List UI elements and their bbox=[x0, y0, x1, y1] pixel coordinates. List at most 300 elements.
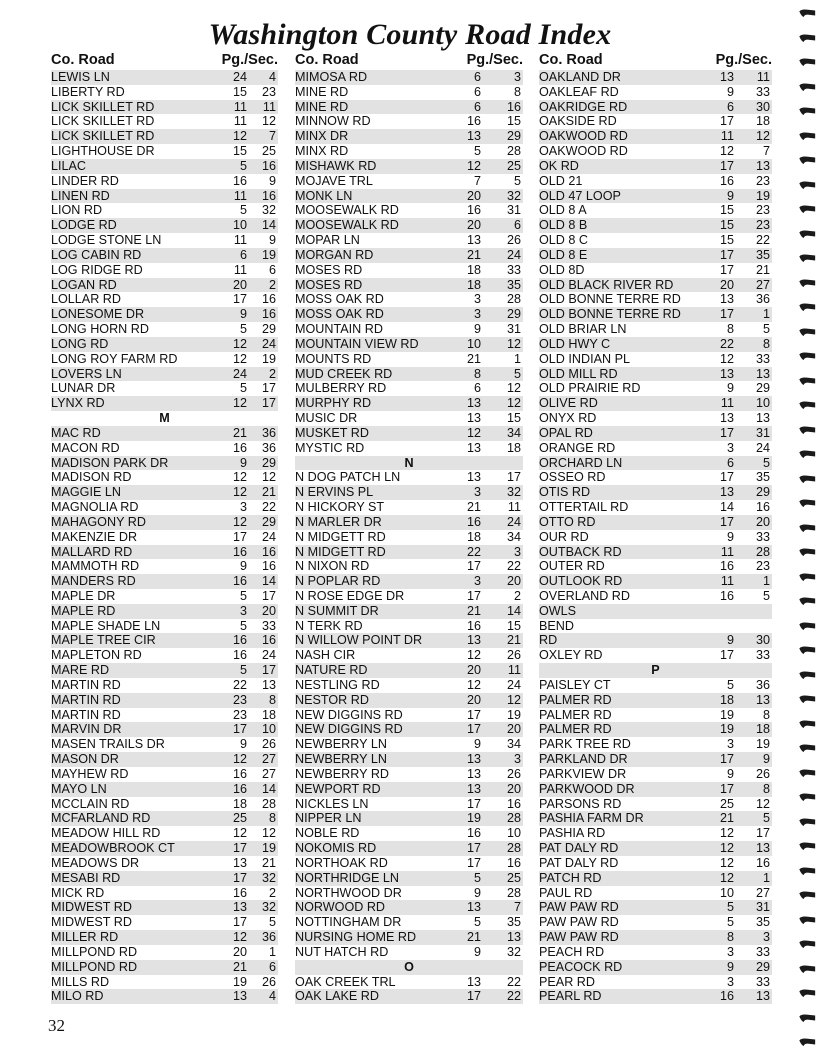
road-name: NEWBERRY LN bbox=[295, 752, 387, 767]
road-entry bbox=[51, 322, 278, 337]
road-name: N WILLOW POINT DR bbox=[295, 633, 423, 648]
road-entry bbox=[51, 396, 278, 411]
road-page: 5 bbox=[473, 870, 481, 885]
road-entry bbox=[295, 189, 523, 204]
road-name: NORTHRIDGE LN bbox=[295, 870, 400, 885]
road-name: OLD HWY C bbox=[539, 336, 611, 351]
road-entry bbox=[295, 470, 523, 485]
spiral-coil bbox=[795, 596, 817, 606]
road-section: 23 bbox=[755, 203, 770, 218]
road-name: OUTER RD bbox=[539, 559, 605, 574]
road-section: 15 bbox=[506, 411, 521, 426]
road-page: 17 bbox=[232, 292, 247, 307]
road-name: PASHIA RD bbox=[539, 826, 606, 841]
road-entry bbox=[51, 752, 278, 767]
road-entry bbox=[539, 811, 772, 826]
road-page: 18 bbox=[466, 262, 481, 277]
spiral-coil bbox=[795, 523, 817, 533]
road-name: MCCLAIN RD bbox=[51, 796, 130, 811]
road-entry bbox=[51, 604, 278, 619]
section-letter bbox=[295, 456, 523, 471]
road-section: 8 bbox=[268, 692, 276, 707]
road-name: MILLPOND RD bbox=[51, 959, 138, 974]
road-section: 12 bbox=[755, 796, 770, 811]
road-name: LINDER RD bbox=[51, 173, 119, 188]
road-name: OLD INDIAN PL bbox=[539, 351, 630, 366]
road-name: MILLER RD bbox=[51, 930, 119, 945]
road-name: MOUNTAIN RD bbox=[295, 322, 383, 337]
road-section: 17 bbox=[755, 826, 770, 841]
road-name: PARKVIEW DR bbox=[539, 766, 627, 781]
road-section: 11 bbox=[507, 663, 521, 678]
road-section: 5 bbox=[762, 588, 770, 603]
road-page: 3 bbox=[473, 307, 481, 322]
road-name: OAKWOOD RD bbox=[539, 144, 628, 159]
road-section: 5 bbox=[762, 811, 770, 826]
road-page: 13 bbox=[719, 292, 734, 307]
road-section: 13 bbox=[755, 158, 770, 173]
road-name: LONG ROY FARM RD bbox=[51, 351, 178, 366]
spiral-coil bbox=[795, 106, 817, 116]
road-name: PAW PAW RD bbox=[539, 930, 619, 945]
road-name: LUNAR DR bbox=[51, 381, 116, 396]
road-entry bbox=[51, 900, 278, 915]
road-page: 15 bbox=[719, 233, 734, 248]
road-name: MAKENZIE DR bbox=[51, 529, 138, 544]
road-section: 27 bbox=[755, 277, 770, 292]
road-entry bbox=[539, 85, 772, 100]
road-section: 36 bbox=[755, 292, 770, 307]
road-entry bbox=[51, 589, 278, 604]
road-entry bbox=[51, 782, 278, 797]
road-page: 21 bbox=[232, 425, 247, 440]
road-entry bbox=[295, 203, 523, 218]
road-page: 12 bbox=[232, 351, 247, 366]
road-page: 12 bbox=[232, 336, 247, 351]
spiral-coil bbox=[795, 253, 817, 263]
road-name: MAPLE SHADE LN bbox=[51, 618, 161, 633]
spiral-coil bbox=[795, 964, 817, 974]
road-section: 12 bbox=[506, 692, 521, 707]
road-section: 11 bbox=[262, 99, 276, 114]
road-page: 12 bbox=[719, 855, 734, 870]
road-page: 3 bbox=[473, 574, 481, 589]
road-name: LILAC bbox=[51, 158, 87, 173]
road-page: 12 bbox=[232, 752, 247, 767]
road-name: MARTIN RD bbox=[51, 677, 121, 692]
road-entry bbox=[539, 708, 772, 723]
road-section: 17 bbox=[261, 663, 276, 678]
road-name: LOGAN RD bbox=[51, 277, 117, 292]
road-name: MIDWEST RD bbox=[51, 900, 132, 915]
road-name: OK RD bbox=[539, 158, 579, 173]
road-name: PARK TREE RD bbox=[539, 737, 631, 752]
road-section: 21 bbox=[506, 633, 521, 648]
road-page: 12 bbox=[232, 470, 247, 485]
road-page: 13 bbox=[466, 396, 481, 411]
road-name: LONG HORN RD bbox=[51, 322, 149, 337]
road-page: 17 bbox=[466, 855, 481, 870]
road-page: 17 bbox=[719, 470, 734, 485]
road-page: 12 bbox=[232, 930, 247, 945]
road-page: 9 bbox=[473, 322, 481, 337]
road-section: 13 bbox=[755, 989, 770, 1004]
road-page: 19 bbox=[466, 811, 481, 826]
index-column-3 bbox=[539, 50, 772, 1004]
road-name: PALMER RD bbox=[539, 722, 612, 737]
road-entry bbox=[295, 797, 523, 812]
road-name: MAPLE RD bbox=[51, 603, 116, 618]
road-page: 11 bbox=[233, 114, 247, 129]
road-page: 6 bbox=[726, 455, 734, 470]
road-page: 12 bbox=[719, 841, 734, 856]
road-section: 35 bbox=[506, 915, 521, 930]
road-entry bbox=[295, 278, 523, 293]
spiral-coil bbox=[795, 327, 817, 337]
road-section: 32 bbox=[506, 188, 521, 203]
road-page: 14 bbox=[719, 500, 734, 515]
road-entry bbox=[51, 648, 278, 663]
road-page: 8 bbox=[473, 366, 481, 381]
road-name: NIPPER LN bbox=[295, 811, 362, 826]
road-section: 20 bbox=[506, 722, 521, 737]
road-name: NORWOOD RD bbox=[295, 900, 386, 915]
road-section: 27 bbox=[755, 885, 770, 900]
road-section: 3 bbox=[513, 70, 521, 84]
road-name: MUD CREEK RD bbox=[295, 366, 393, 381]
road-entry bbox=[51, 500, 278, 515]
road-page: 13 bbox=[466, 470, 481, 485]
road-section: 8 bbox=[762, 781, 770, 796]
road-name: PARSONS RD bbox=[539, 796, 622, 811]
road-section: 16 bbox=[261, 292, 276, 307]
spiral-coil bbox=[795, 645, 817, 655]
road-entry bbox=[539, 203, 772, 218]
road-entry bbox=[295, 871, 523, 886]
road-name: N ROSE EDGE DR bbox=[295, 588, 405, 603]
road-entry bbox=[539, 352, 772, 367]
road-entry bbox=[51, 292, 278, 307]
road-section: 24 bbox=[755, 440, 770, 455]
road-page: 6 bbox=[473, 70, 481, 84]
road-entry bbox=[51, 248, 278, 263]
spiral-coil bbox=[795, 8, 817, 18]
road-section: 20 bbox=[755, 514, 770, 529]
road-name: OUTLOOK RD bbox=[539, 574, 623, 589]
road-page: 7 bbox=[473, 173, 481, 188]
road-page: 5 bbox=[239, 663, 247, 678]
road-page: 15 bbox=[232, 144, 247, 159]
spiral-coil bbox=[795, 400, 817, 410]
road-name: OLD 8 A bbox=[539, 203, 587, 218]
road-entry bbox=[295, 856, 523, 871]
road-page: 13 bbox=[466, 233, 481, 248]
road-section: 34 bbox=[506, 425, 521, 440]
road-section: 28 bbox=[506, 885, 521, 900]
road-section: 19 bbox=[261, 247, 276, 262]
road-section: 22 bbox=[261, 500, 276, 515]
road-name: OLD 21 bbox=[539, 173, 583, 188]
road-section: 33 bbox=[755, 648, 770, 663]
road-name: PALMER RD bbox=[539, 707, 612, 722]
road-section: 18 bbox=[755, 114, 770, 129]
road-name: MAPLE DR bbox=[51, 588, 116, 603]
road-entry bbox=[295, 515, 523, 530]
road-section: 20 bbox=[261, 603, 276, 618]
road-page: 20 bbox=[232, 277, 247, 292]
road-page: 17 bbox=[466, 841, 481, 856]
road-name: MAC RD bbox=[51, 425, 101, 440]
road-name: NORTHOAK RD bbox=[295, 855, 388, 870]
road-page: 24 bbox=[232, 366, 247, 381]
road-section: 21 bbox=[261, 485, 276, 500]
road-page: 9 bbox=[726, 529, 734, 544]
road-section: 18 bbox=[755, 722, 770, 737]
road-page: 5 bbox=[473, 915, 481, 930]
road-section: 17 bbox=[506, 470, 521, 485]
road-page: 16 bbox=[232, 781, 247, 796]
road-name: OPAL RD bbox=[539, 425, 593, 440]
road-page: 13 bbox=[466, 900, 481, 915]
road-entry bbox=[51, 485, 278, 500]
road-name: BEND bbox=[539, 618, 574, 633]
road-name: NUT HATCH RD bbox=[295, 944, 389, 959]
road-name: N MIDGETT RD bbox=[295, 544, 386, 559]
road-page: 21 bbox=[232, 959, 247, 974]
road-name: OAKLEAF RD bbox=[539, 84, 619, 99]
road-entry bbox=[51, 722, 278, 737]
road-section: 30 bbox=[755, 633, 770, 648]
road-page: 17 bbox=[719, 648, 734, 663]
road-name: OTTERTAIL RD bbox=[539, 500, 629, 515]
road-section: 16 bbox=[755, 855, 770, 870]
road-name: MOSS OAK RD bbox=[295, 307, 384, 322]
road-section: 12 bbox=[755, 129, 770, 144]
road-page: 3 bbox=[239, 500, 247, 515]
spiral-coil bbox=[795, 694, 817, 704]
road-page: 23 bbox=[232, 707, 247, 722]
road-section: 28 bbox=[506, 144, 521, 159]
road-name: OAK CREEK TRL bbox=[295, 974, 396, 989]
road-page: 21 bbox=[466, 351, 481, 366]
road-name: MOPAR LN bbox=[295, 233, 360, 248]
road-entry bbox=[539, 322, 772, 337]
road-page: 17 bbox=[719, 158, 734, 173]
road-section: 14 bbox=[261, 218, 276, 233]
road-entry bbox=[51, 114, 278, 129]
road-name: MAMMOTH RD bbox=[51, 559, 140, 574]
road-name: NEWBERRY RD bbox=[295, 766, 390, 781]
road-name: NOKOMIS RD bbox=[295, 841, 377, 856]
road-page: 16 bbox=[232, 440, 247, 455]
road-section: 24 bbox=[261, 336, 276, 351]
page-number: 32 bbox=[48, 1016, 65, 1035]
road-page: 25 bbox=[232, 811, 247, 826]
road-entry bbox=[539, 100, 772, 115]
road-section: 19 bbox=[506, 707, 521, 722]
road-entry bbox=[51, 189, 278, 204]
road-name: MALLARD RD bbox=[51, 544, 133, 559]
road-entry bbox=[539, 381, 772, 396]
road-name: MOJAVE TRL bbox=[295, 173, 373, 188]
road-page: 17 bbox=[466, 989, 481, 1004]
header-pg-sec: Pg./Sec. bbox=[221, 52, 278, 68]
road-name: MIDWEST RD bbox=[51, 915, 132, 930]
road-section: 32 bbox=[261, 900, 276, 915]
road-entry bbox=[51, 470, 278, 485]
road-entry bbox=[539, 960, 772, 975]
road-entry bbox=[539, 915, 772, 930]
road-entry bbox=[539, 218, 772, 233]
road-section: 26 bbox=[506, 766, 521, 781]
road-name: NICKLES LN bbox=[295, 796, 369, 811]
road-section: 16 bbox=[261, 158, 276, 173]
road-section: 13 bbox=[261, 677, 276, 692]
column-header bbox=[539, 50, 772, 70]
road-page: 17 bbox=[719, 307, 734, 322]
road-section: 32 bbox=[261, 203, 276, 218]
spiral-coil bbox=[795, 719, 817, 729]
road-name: MINX DR bbox=[295, 129, 349, 144]
section-letter bbox=[295, 960, 523, 975]
road-name: N POPLAR RD bbox=[295, 574, 381, 589]
road-name: OLD BLACK RIVER RD bbox=[539, 277, 674, 292]
road-section: 1 bbox=[762, 574, 770, 589]
road-page: 12 bbox=[232, 485, 247, 500]
road-section: 26 bbox=[506, 233, 521, 248]
spiral-coil bbox=[795, 939, 817, 949]
road-name: MADISON PARK DR bbox=[51, 455, 169, 470]
road-section: 12 bbox=[261, 826, 276, 841]
road-page: 12 bbox=[466, 425, 481, 440]
road-entry bbox=[539, 856, 772, 871]
road-section: 16 bbox=[261, 633, 276, 648]
road-name: OTIS RD bbox=[539, 485, 591, 500]
road-name: NASH CIR bbox=[295, 648, 356, 663]
road-section: 1 bbox=[513, 351, 521, 366]
spiral-coil bbox=[795, 890, 817, 900]
road-section: 14 bbox=[261, 574, 276, 589]
road-section: 4 bbox=[268, 989, 276, 1004]
road-name: N TERK RD bbox=[295, 618, 363, 633]
road-entry bbox=[51, 975, 278, 990]
header-pg-sec: Pg./Sec. bbox=[715, 52, 772, 68]
spiral-coil bbox=[795, 131, 817, 141]
road-entry bbox=[51, 797, 278, 812]
road-entry bbox=[539, 367, 772, 382]
road-page: 16 bbox=[466, 114, 481, 129]
road-page: 13 bbox=[719, 485, 734, 500]
road-entry bbox=[51, 441, 278, 456]
road-name: OLD MILL RD bbox=[539, 366, 618, 381]
road-page: 5 bbox=[239, 158, 247, 173]
road-section: 3 bbox=[513, 752, 521, 767]
road-name: OAKLAND DR bbox=[539, 70, 621, 84]
road-section: 11 bbox=[507, 500, 521, 515]
road-section: 28 bbox=[261, 796, 276, 811]
road-section: 8 bbox=[762, 707, 770, 722]
road-section: 35 bbox=[755, 247, 770, 262]
road-page: 21 bbox=[466, 930, 481, 945]
road-entry bbox=[295, 693, 523, 708]
road-name: MILLPOND RD bbox=[51, 944, 138, 959]
road-page: 16 bbox=[232, 544, 247, 559]
header-road: Co. Road bbox=[295, 52, 359, 68]
road-name: MAYO LN bbox=[51, 781, 107, 796]
road-page: 3 bbox=[726, 974, 734, 989]
road-entry bbox=[295, 663, 523, 678]
road-page: 9 bbox=[726, 633, 734, 648]
road-entry bbox=[51, 515, 278, 530]
road-name: LODGE STONE LN bbox=[51, 233, 162, 248]
road-section: 36 bbox=[261, 930, 276, 945]
road-entry bbox=[295, 441, 523, 456]
road-entry bbox=[539, 426, 772, 441]
road-page: 3 bbox=[726, 944, 734, 959]
road-section: 12 bbox=[506, 396, 521, 411]
road-section: 17 bbox=[261, 396, 276, 411]
road-page: 19 bbox=[719, 722, 734, 737]
road-section: 11 bbox=[756, 70, 770, 84]
road-entry bbox=[539, 70, 772, 85]
road-entry bbox=[51, 263, 278, 278]
road-section: 19 bbox=[261, 841, 276, 856]
road-name: MILLS RD bbox=[51, 974, 110, 989]
road-page: 6 bbox=[473, 99, 481, 114]
header-pg-sec: Pg./Sec. bbox=[466, 52, 523, 68]
road-section: 16 bbox=[755, 500, 770, 515]
road-page: 12 bbox=[719, 351, 734, 366]
road-page: 17 bbox=[719, 262, 734, 277]
page-title: Washington County Road Index bbox=[208, 18, 612, 51]
road-section: 21 bbox=[755, 262, 770, 277]
road-section: 16 bbox=[261, 559, 276, 574]
road-page: 17 bbox=[719, 514, 734, 529]
road-name: N MARLER DR bbox=[295, 514, 382, 529]
road-page: 20 bbox=[466, 218, 481, 233]
road-name: LOVERS LN bbox=[51, 366, 122, 381]
road-name: MILO RD bbox=[51, 989, 104, 1004]
spiral-coil bbox=[795, 229, 817, 239]
road-page: 16 bbox=[719, 559, 734, 574]
road-section: 33 bbox=[261, 618, 276, 633]
road-section: 35 bbox=[755, 915, 770, 930]
road-entry bbox=[295, 70, 523, 85]
road-page: 22 bbox=[719, 336, 734, 351]
road-page: 11 bbox=[720, 574, 734, 589]
road-name: MOSES RD bbox=[295, 262, 363, 277]
road-section: 8 bbox=[762, 336, 770, 351]
road-name: NESTOR RD bbox=[295, 692, 369, 707]
road-section: 20 bbox=[506, 574, 521, 589]
road-page: 15 bbox=[719, 218, 734, 233]
road-page: 13 bbox=[466, 411, 481, 426]
road-entry bbox=[51, 218, 278, 233]
road-section: 16 bbox=[506, 855, 521, 870]
road-section: 29 bbox=[261, 322, 276, 337]
road-section: 26 bbox=[755, 766, 770, 781]
road-section: 29 bbox=[755, 485, 770, 500]
road-section: 31 bbox=[506, 203, 521, 218]
spiral-coil bbox=[795, 57, 817, 67]
road-name: N MIDGETT RD bbox=[295, 529, 386, 544]
road-name: LINEN RD bbox=[51, 188, 110, 203]
road-page: 9 bbox=[239, 455, 247, 470]
road-section: 16 bbox=[506, 99, 521, 114]
road-name: MARTIN RD bbox=[51, 692, 121, 707]
road-page: 9 bbox=[726, 381, 734, 396]
road-entry bbox=[51, 915, 278, 930]
